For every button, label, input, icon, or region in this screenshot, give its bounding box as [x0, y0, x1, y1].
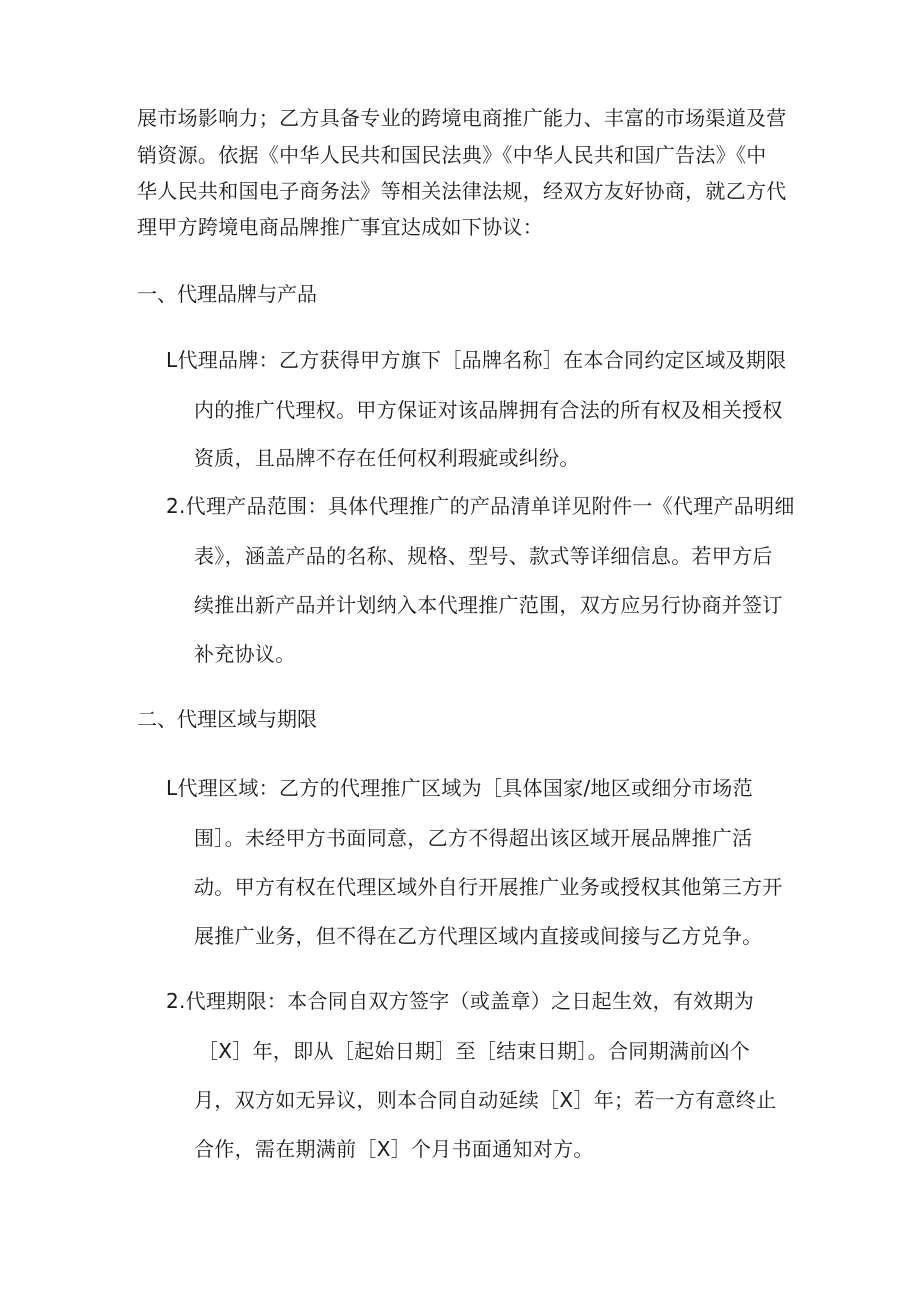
- clause-line: 展推广业务，但不得在乙方代理区域内直接或间接与乙方兑争。: [194, 924, 763, 948]
- clause-line: 2.代理期限：本合同自双方签字（或盖章）之日起生效，有效期为: [166, 989, 755, 1013]
- clause-line: 资质，且品牌不存在任何权利瑕疵或纠纷。: [194, 446, 580, 470]
- clause-line: L代理品牌：乙方获得甲方旗下［品牌名称］在本合同约定区域及期限: [166, 348, 787, 372]
- clause-line: 内的推广代理权。甲方保证对该品牌拥有合法的所有权及相关授权: [194, 398, 783, 422]
- clause-line: 动。甲方有权在代理区域外自行开展推广业务或授权其他第三方开: [194, 875, 783, 899]
- clause-line: 表》，涵盖产品的名称、规格、型号、款式等详细信息。若甲方后: [194, 544, 773, 568]
- clause-line: 2.代理产品范围：具体代理推广的产品清单详见附件一《代理产品明细: [166, 494, 795, 518]
- clause-line: 续推出新产品并计划纳入本代理推广范围，双方应另行协商并签订: [194, 593, 783, 617]
- clause-line: 合作，需在期满前［X］个月书面通知对方。: [194, 1137, 594, 1161]
- clause-line: 围］。未经甲方书面同意，乙方不得超出该区域开展品牌推广活: [194, 826, 753, 850]
- clause-line: 月，双方如无异议，则本合同自动延续［X］年；若一方有意终止: [194, 1088, 777, 1112]
- section-heading: 二、代理区域与期限: [137, 707, 317, 731]
- section-heading: 一、代理品牌与产品: [137, 282, 317, 306]
- clause-line: 补充协议。: [194, 642, 296, 666]
- intro-line: 华人民共和国电子商务法》等相关法律法规，经双方友好协商，就乙方代: [137, 179, 787, 203]
- intro-line: 销资源。依据《中华人民共和国民法典》《中华人民共和国广告法》《中: [137, 143, 767, 167]
- clause-line: L代理区域：乙方的代理推广区域为［具体国家/地区或细分市场范: [166, 776, 753, 800]
- intro-line: 理甲方跨境电商品牌推广事宜达成如下协议：: [137, 215, 543, 239]
- clause-line: ［X］年，即从［起始日期］至［结束日期］。合同期满前凶个: [198, 1039, 751, 1063]
- intro-line: 展市场影响力；乙方具备专业的跨境电商推广能力、丰富的市场渠道及营: [137, 106, 787, 130]
